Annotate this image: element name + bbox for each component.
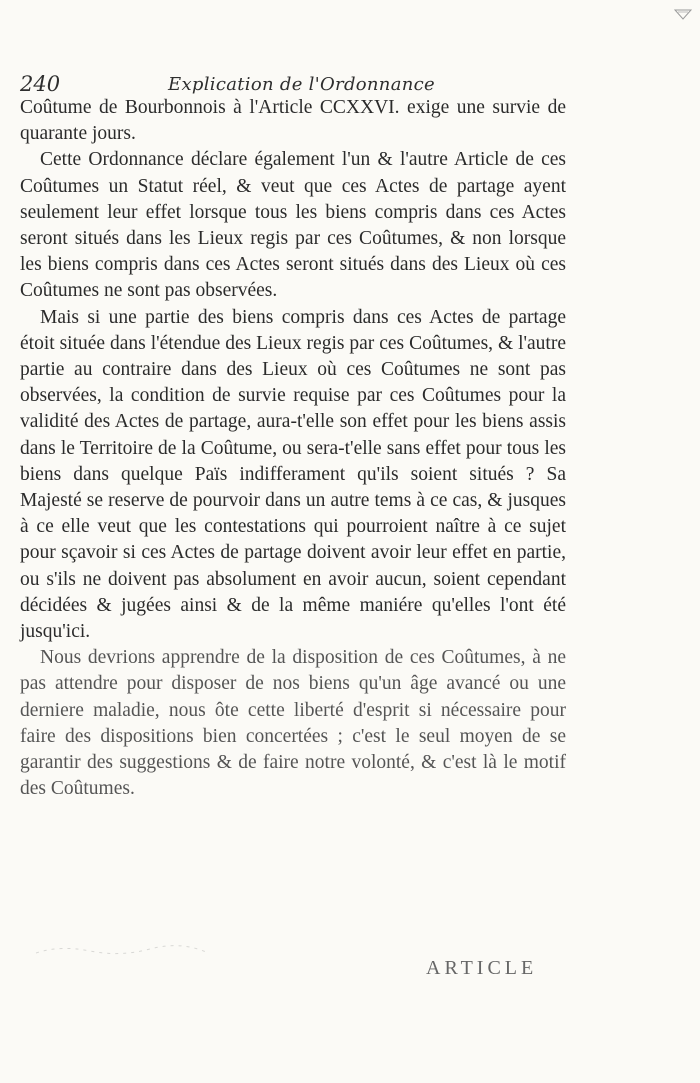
paragraph-4: Nous devrions apprendre de la disposition de ces Coûtumes, à ne pas attendre pour disposer de nos biens qu'un âge avancé ou une derniere maladie, nous ôte cette liberté d'esprit si nécessaire pour faire des dispositions bien concertées ; c'est le seul moyen de se garantir des suggestions & de faire notre volonté, & c'est là le motif des Coûtumes. <box>20 647 566 800</box>
ink-smudge-icon <box>30 935 210 961</box>
paragraph-1: Coûtume de Bourbonnois à l'Article CCXXVI. exige une survie de quarante jours. <box>20 97 566 145</box>
page-number: 240 <box>20 72 61 96</box>
running-head: Explication de l'Ordonnance <box>168 74 435 95</box>
catchword: ARTICLE <box>426 957 538 979</box>
paragraph-2: Cette Ordonnance déclare également l'un & l'autre Article de ces Coûtumes un Statut réel, & veut que ces Actes de partage ayent seulement leur effet lorsque tous les biens compris dans ces Actes seront situés dans les Lieux regis par ces Coûtumes, & non lorsque les biens compris dans ces Actes seront situés dans des Lieux où ces Coûtumes ne sont pas observées. <box>20 149 566 302</box>
paragraph-3: Mais si une partie des biens compris dans ces Actes de partage étoit située dans l'étendue des Lieux regis par ces Coûtumes, & l'autre partie au contraire dans des Lieux où ces Coûtumes ne sont pas observées, la condition de survie requise par ces Coûtumes pour la validité des Actes de partage, aura-t'elle son effet pour les biens assis dans le Territoire de la Coûtume, ou sera-t'elle sans effet pour tous les biens dans quelque Païs indifferament qu'ils soient situés ? Sa Majesté se reserve de pourvoir dans un autre tems à ce cas, & jusques à ce elle veut que les contestations qui pourroient naître à ce sujet pour sçavoir si ces Actes de partage doivent avoir leur effet en partie, ou s'ils ne doivent pas absolument en avoir aucun, soient cependant décidées & jugées ainsi & de la même maniére qu'elles l'ont été jusqu'ici. <box>20 306 566 643</box>
corner-ornament-icon <box>674 8 692 20</box>
body-text <box>20 95 566 802</box>
